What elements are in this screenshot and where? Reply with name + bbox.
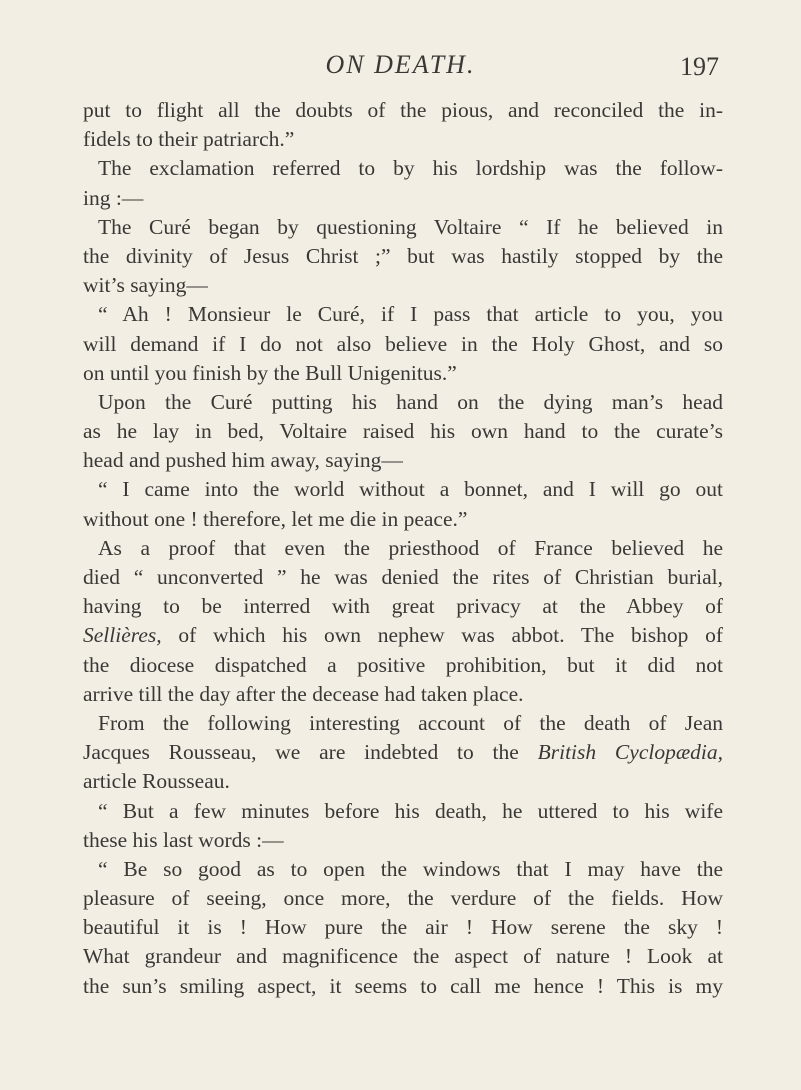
line-text: the sun’s smiling aspect, it seems to call me hence ! This is my bbox=[83, 973, 723, 998]
text-line bbox=[83, 242, 723, 271]
line-text: wit’s saying— bbox=[83, 273, 208, 298]
body-text bbox=[83, 96, 723, 1001]
italic-text: British Cyclopædia, bbox=[537, 740, 723, 765]
text-line bbox=[83, 330, 723, 359]
text-line bbox=[83, 125, 723, 154]
text-line bbox=[83, 592, 723, 621]
text-line bbox=[83, 942, 723, 971]
line-text: having to be interred with great privacy at the Abbey of bbox=[83, 594, 723, 619]
text-line bbox=[83, 154, 723, 183]
text-line bbox=[83, 621, 723, 650]
italic-text: Sellières, bbox=[83, 623, 162, 648]
line-text: without one ! therefore, let me die in peace.” bbox=[83, 506, 468, 531]
text-line bbox=[83, 972, 723, 1001]
page-number: 197 bbox=[680, 52, 719, 81]
line-text: died “ unconverted ” he was denied the rites of Christian burial, bbox=[83, 565, 723, 589]
line-text: Jacques Rousseau, we are indebted to the bbox=[83, 740, 519, 765]
line-text: the divinity of Jesus Christ ;” but was hastily stopped by the bbox=[83, 243, 723, 268]
text-line bbox=[83, 271, 723, 300]
text-line bbox=[83, 797, 723, 826]
text-line bbox=[83, 855, 723, 884]
line-text: What grandeur and magnificence the aspect of nature ! Look at bbox=[83, 944, 723, 969]
line-text: arrive till the day after the decease had taken place. bbox=[83, 681, 524, 706]
line-text: The Curé began by questioning Voltaire “ If he believed in bbox=[98, 214, 723, 239]
text-line bbox=[83, 680, 723, 709]
text-line bbox=[83, 767, 723, 796]
text-line bbox=[83, 826, 723, 855]
text-line bbox=[83, 417, 723, 446]
line-text: ing :— bbox=[83, 185, 144, 210]
text-line bbox=[83, 213, 723, 242]
text-line bbox=[83, 388, 723, 417]
line-text: As a proof that even the priesthood of France believed he bbox=[98, 535, 723, 560]
line-text: will demand if I do not also believe in the Holy Ghost, and so bbox=[83, 331, 723, 356]
text-line bbox=[83, 184, 723, 213]
text-line bbox=[83, 884, 723, 913]
text-line bbox=[83, 96, 723, 125]
running-head bbox=[0, 50, 801, 90]
running-title: ON DEATH. bbox=[325, 50, 476, 79]
line-text: “ But a few minutes before his death, he uttered to his wife bbox=[98, 798, 723, 823]
line-text: on until you finish by the Bull Unigenitus.” bbox=[83, 360, 457, 385]
line-text: The exclamation referred to by his lordship was the follow- bbox=[98, 156, 723, 181]
line-text: these his last words :— bbox=[83, 827, 284, 852]
line-text: head and pushed him away, saying— bbox=[83, 448, 403, 473]
line-text: article Rousseau. bbox=[83, 769, 230, 794]
text-line bbox=[83, 446, 723, 475]
line-text: the diocese dispatched a positive prohibition, but it did not bbox=[83, 652, 723, 677]
line-text: “ I came into the world without a bonnet, and I will go out bbox=[98, 477, 723, 502]
line-text: “ Ah ! Monsieur le Curé, if I pass that article to you, you bbox=[98, 302, 723, 327]
line-text: “ Be so good as to open the windows that I may have the bbox=[98, 856, 723, 881]
line-text: of which his own nephew was abbot. The bishop of bbox=[178, 623, 723, 648]
text-line bbox=[83, 913, 723, 942]
line-text: fidels to their patriarch.” bbox=[83, 127, 295, 152]
text-line bbox=[83, 563, 723, 592]
line-text: From the following interesting account of the death of Jean bbox=[98, 710, 723, 735]
line-text: beautiful it is ! How pure the air ! How serene the sky ! bbox=[83, 915, 723, 940]
line-text: Upon the Curé putting his hand on the dying man’s head bbox=[98, 389, 723, 414]
text-line bbox=[83, 300, 723, 329]
text-line bbox=[83, 475, 723, 504]
text-line bbox=[83, 651, 723, 680]
line-text: put to flight all the doubts of the pious, and reconciled the in- bbox=[83, 98, 723, 122]
text-line bbox=[83, 534, 723, 563]
text-line bbox=[83, 709, 723, 738]
line-text: pleasure of seeing, once more, the verdure of the fields. How bbox=[83, 886, 723, 911]
text-line bbox=[83, 359, 723, 388]
text-line bbox=[83, 505, 723, 534]
text-line bbox=[83, 738, 723, 767]
line-text: as he lay in bed, Voltaire raised his own hand to the curate’s bbox=[83, 419, 723, 444]
